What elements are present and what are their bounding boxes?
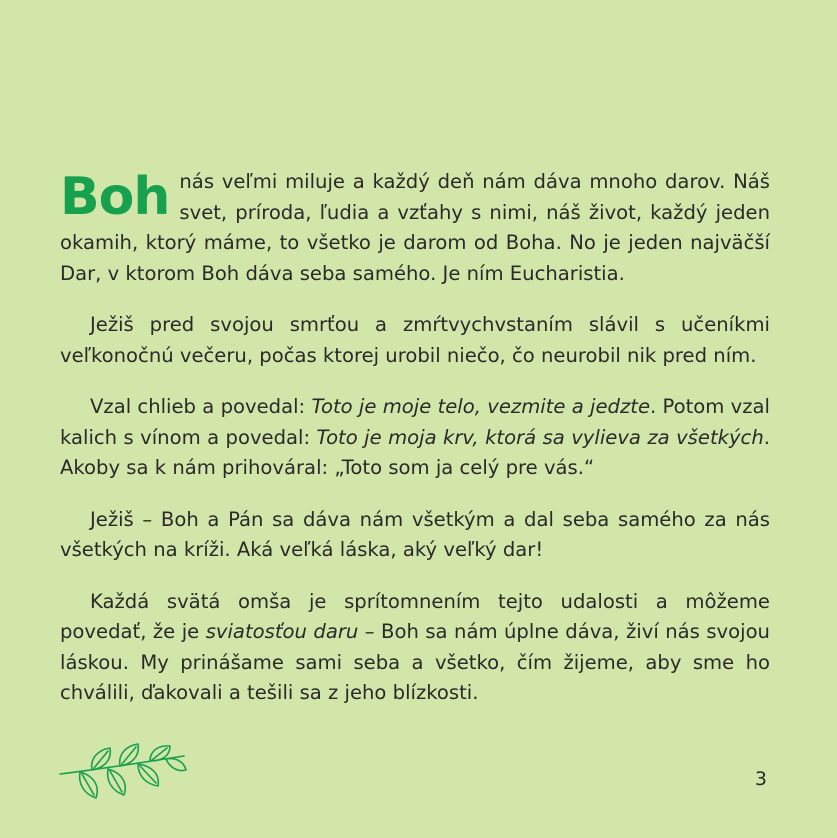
paragraph-2: Ježiš pred svojou smrťou a zmŕtvychvstaním slávil s učeníkmi veľkonočnú večeru, počas ktorej urobil niečo, čo neurobil nik pred ním. <box>60 313 770 367</box>
page-number: 3 <box>754 768 767 790</box>
leaf-branch-icon <box>58 742 188 804</box>
paragraph-3 <box>60 392 770 484</box>
paragraph-5 <box>60 587 770 709</box>
paragraph-3-text-c: . Akoby sa k nám prihováral: „Toto som ja celý pre vás.“ <box>60 425 770 479</box>
quote-wine: Toto je moja krv, ktorá sa vylieva za všetkých <box>316 425 764 449</box>
sacrament-term: sviatosťou daru <box>205 620 359 643</box>
paragraph-3-text-a: Vzal chlieb a povedal: <box>90 395 312 418</box>
paragraph-5-text-a: Každá svätá omša je sprítomnením tejto udalosti a môžeme povedať, že je <box>60 589 770 643</box>
quote-bread: Toto je moje telo, vezmite a jedzte <box>311 395 650 418</box>
paragraph-4: Ježiš – Boh a Pán sa dáva nám všetkým a dal seba samého za nás všetkých na kríži. Aká veľká láska, aký veľký dar! <box>60 507 770 561</box>
paragraph-3-text-b: . Potom vzal kalich s vínom a povedal: <box>60 395 770 449</box>
dropcap-word: Boh <box>60 167 170 227</box>
page-body <box>60 167 770 730</box>
paragraph-5-text-b: – Boh sa nám úplne dáva, živí nás svojou láskou. My prinášame sami seba a všetko, čím žijeme, aby sme ho chválili, ďakovali a tešili sa z jeho blízkosti. <box>60 620 770 704</box>
paragraph-1 <box>60 167 770 289</box>
paragraph-1-text: nás veľmi miluje a každý deň nám dáva mnoho darov. Náš svet, príroda, ľudia a vzťahy s nimi, náš život, každý jeden okamih, ktorý máme, to všetko je darom od Boha. No je jeden najväčší Dar, v ktorom Boh dáva seba samého. Je ním Eucharistia. <box>60 170 770 285</box>
